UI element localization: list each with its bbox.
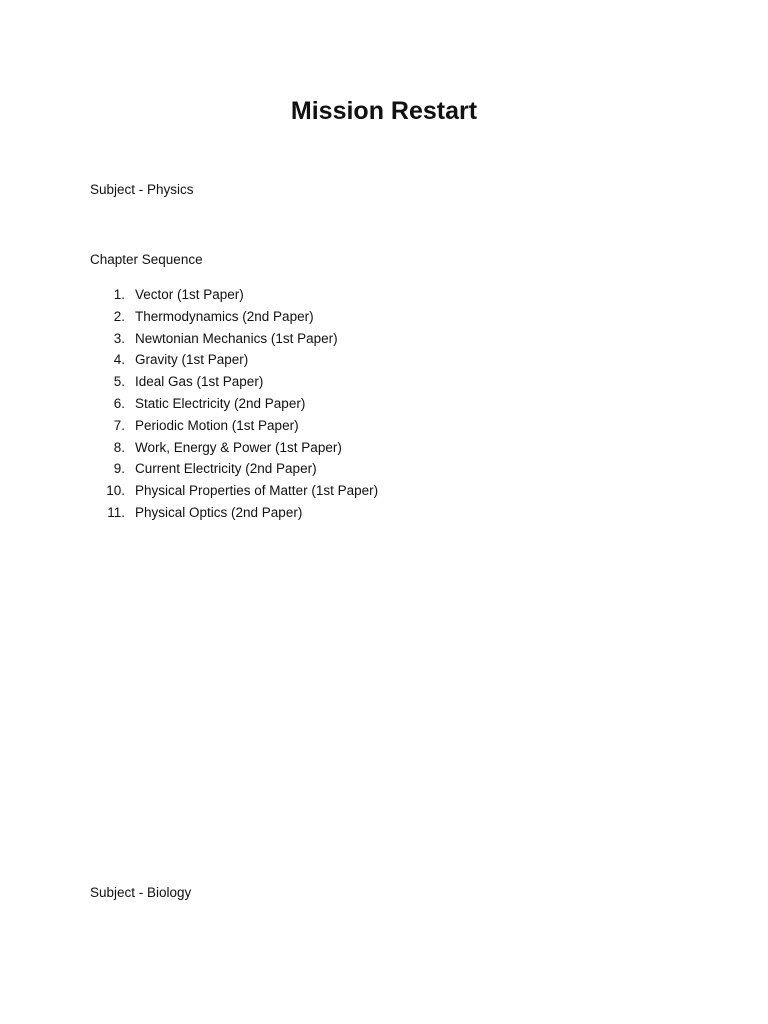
list-item-number: 4. <box>113 352 125 368</box>
list-item-text: Periodic Motion (1st Paper) <box>135 417 299 433</box>
list-item-number: 2. <box>113 308 125 324</box>
list-item-text: Newtonian Mechanics (1st Paper) <box>135 330 338 346</box>
list-item-text: Gravity (1st Paper) <box>135 352 249 368</box>
list-item-number: 3. <box>113 330 125 346</box>
list-item-text: Physical Optics (2nd Paper) <box>135 504 303 520</box>
document-title: Mission Restart <box>290 97 478 125</box>
list-item-text: Ideal Gas (1st Paper) <box>135 374 264 390</box>
list-item-text: Vector (1st Paper) <box>135 287 244 302</box>
list-item-number: 8. <box>113 439 125 455</box>
list-item-number: 5. <box>113 374 125 390</box>
subject-biology-label: Subject - Biology <box>90 885 192 900</box>
list-item-text: Static Electricity (2nd Paper) <box>135 395 306 411</box>
list-item-text: Work, Energy & Power (1st Paper) <box>135 439 342 455</box>
list-item-number: 6. <box>113 395 125 411</box>
list-item-text: Physical Properties of Matter (1st Paper) <box>135 483 379 499</box>
chapter-sequence-heading: Chapter Sequence <box>90 252 203 267</box>
list-item-number: 11. <box>107 504 125 520</box>
list-item-number: 1. <box>113 287 125 302</box>
list-item-text: Thermodynamics (2nd Paper) <box>135 308 314 324</box>
list-item-number: 7. <box>113 417 125 433</box>
subject-physics-label: Subject - Physics <box>90 182 194 197</box>
list-item-number: 10. <box>106 483 125 499</box>
list-item-text: Current Electricity (2nd Paper) <box>135 461 317 477</box>
list-item-number: 9. <box>113 461 125 477</box>
